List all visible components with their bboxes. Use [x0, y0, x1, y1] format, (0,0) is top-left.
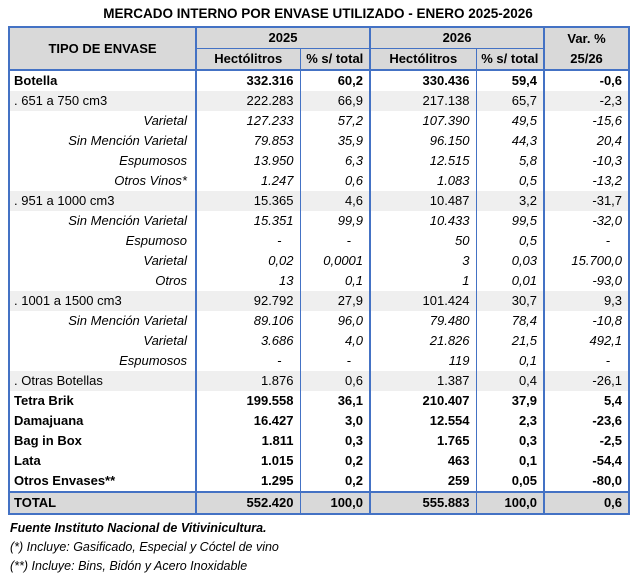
cell-value: 20,4 [544, 131, 629, 151]
table-row [9, 111, 629, 131]
row-label: Botella [14, 73, 58, 88]
row-label: . 951 a 1000 cm3 [9, 191, 196, 211]
cell-value: -2,5 [544, 431, 629, 451]
table-row [9, 471, 629, 492]
table-row [9, 351, 629, 371]
cell-value: 4,6 [300, 191, 370, 211]
cell-value: 99,9 [300, 211, 370, 231]
cell-value: 3.686 [196, 331, 300, 351]
cell-value: 222.283 [196, 91, 300, 111]
cell-value: 107.390 [370, 111, 476, 131]
row-label: Otros Envases** [14, 473, 116, 488]
cell-value: 65,7 [476, 91, 544, 111]
cell-value: -15,6 [544, 111, 629, 131]
table-row [9, 391, 629, 411]
table-header [9, 27, 629, 70]
table-row [9, 211, 629, 231]
table-row [9, 331, 629, 351]
cell-value: 100,0 [300, 492, 370, 514]
cell-value: 217.138 [370, 91, 476, 111]
cell-value: 0,6 [300, 371, 370, 391]
table-row [9, 431, 629, 451]
cell-value: -54,4 [544, 451, 629, 471]
cell-value: 0,5 [476, 171, 544, 191]
cell-value: 1.387 [370, 371, 476, 391]
cell-value: 10.487 [370, 191, 476, 211]
cell-value: 78,4 [476, 311, 544, 331]
cell-value: -13,2 [544, 171, 629, 191]
cell-value: -26,1 [544, 371, 629, 391]
cell-value: 1.876 [196, 371, 300, 391]
table-row [9, 151, 629, 171]
footnote-double-asterisk: (**) Incluye: Bins, Bidón y Acero Inoxidable [10, 559, 248, 573]
cell-value: - [300, 231, 370, 251]
row-label: Espumosos [119, 153, 187, 168]
cell-value: 35,9 [300, 131, 370, 151]
cell-value: 13.950 [196, 151, 300, 171]
table-row [9, 70, 629, 91]
row-label: Varietal [143, 113, 187, 128]
table-row [9, 91, 629, 111]
cell-value: 1.015 [196, 451, 300, 471]
cell-value: 1.811 [196, 431, 300, 451]
cell-value: 0,1 [300, 271, 370, 291]
cell-value: 210.407 [370, 391, 476, 411]
envase-table [8, 26, 630, 515]
row-label: Varietal [143, 253, 187, 268]
cell-value: 492,1 [544, 331, 629, 351]
cell-value: 96,0 [300, 311, 370, 331]
cell-value: 66,9 [300, 91, 370, 111]
cell-value: -23,6 [544, 411, 629, 431]
row-label: Bag in Box [14, 433, 82, 448]
cell-value: 15.351 [196, 211, 300, 231]
cell-value: 0,1 [476, 451, 544, 471]
table-row [9, 271, 629, 291]
cell-value: 332.316 [196, 70, 300, 91]
row-label: . 1001 a 1500 cm3 [9, 291, 196, 311]
footnote-source: Fuente Instituto Nacional de Vitivinicultura. [10, 521, 267, 535]
table-row [9, 251, 629, 271]
cell-value: 0,03 [476, 251, 544, 271]
cell-value: 0,6 [300, 171, 370, 191]
row-label: . Otras Botellas [9, 371, 196, 391]
cell-value: 5,4 [544, 391, 629, 411]
row-label: . 651 a 750 cm3 [9, 91, 196, 111]
table-row [9, 411, 629, 431]
cell-value: 0,2 [300, 451, 370, 471]
cell-value: 2,3 [476, 411, 544, 431]
row-label: Tetra Brik [14, 393, 74, 408]
cell-value: 1 [370, 271, 476, 291]
cell-value: 36,1 [300, 391, 370, 411]
cell-value: 463 [370, 451, 476, 471]
cell-value: 16.427 [196, 411, 300, 431]
cell-value: 1.247 [196, 171, 300, 191]
row-label: Espumosos [119, 353, 187, 368]
cell-value: 119 [370, 351, 476, 371]
cell-value: 3,0 [300, 411, 370, 431]
row-label: TOTAL [9, 492, 196, 514]
cell-value: 96.150 [370, 131, 476, 151]
table-row [9, 171, 629, 191]
col-header-hectolitros-2026: Hectólitros [370, 49, 476, 71]
cell-value: 0,5 [476, 231, 544, 251]
cell-value: 49,5 [476, 111, 544, 131]
cell-value: 0,01 [476, 271, 544, 291]
cell-value: 99,5 [476, 211, 544, 231]
cell-value: 50 [370, 231, 476, 251]
cell-value: 0,05 [476, 471, 544, 492]
header-row-groups [9, 27, 629, 49]
cell-value: 60,2 [300, 70, 370, 91]
cell-value: 44,3 [476, 131, 544, 151]
row-label: Lata [14, 453, 41, 468]
cell-value: 89.106 [196, 311, 300, 331]
row-label: Damajuana [14, 413, 84, 428]
cell-value: 57,2 [300, 111, 370, 131]
cell-value: 127.233 [196, 111, 300, 131]
cell-value: 15.700,0 [544, 251, 629, 271]
cell-value: 3,2 [476, 191, 544, 211]
row-label: Otros Vinos* [114, 173, 187, 188]
cell-value: 0,6 [544, 492, 629, 514]
cell-value: -0,6 [544, 70, 629, 91]
table-row [9, 492, 629, 514]
cell-value: -32,0 [544, 211, 629, 231]
cell-value: 555.883 [370, 492, 476, 514]
cell-value: 13 [196, 271, 300, 291]
row-label: Sin Mención Varietal [68, 213, 187, 228]
col-header-var-pct [544, 27, 629, 70]
cell-value: 100,0 [476, 492, 544, 514]
col-header-pct-2025: % s/ total [300, 49, 370, 71]
cell-value: 30,7 [476, 291, 544, 311]
footnote-asterisk: (*) Incluye: Gasificado, Especial y Cóctel de vino [10, 540, 279, 554]
table-row [9, 311, 629, 331]
cell-value: 0,0001 [300, 251, 370, 271]
cell-value: 3 [370, 251, 476, 271]
col-header-hectolitros-2025: Hectólitros [196, 49, 300, 71]
cell-value: 10.433 [370, 211, 476, 231]
table-body [9, 70, 629, 514]
cell-value: - [196, 231, 300, 251]
table-row [9, 451, 629, 471]
cell-value: 0,3 [300, 431, 370, 451]
cell-value: 37,9 [476, 391, 544, 411]
cell-value: 92.792 [196, 291, 300, 311]
cell-value: 12.515 [370, 151, 476, 171]
table-row [9, 231, 629, 251]
cell-value: -93,0 [544, 271, 629, 291]
row-label: Varietal [143, 333, 187, 348]
cell-value: -10,3 [544, 151, 629, 171]
cell-value: 199.558 [196, 391, 300, 411]
cell-value: 101.424 [370, 291, 476, 311]
cell-value: -31,7 [544, 191, 629, 211]
cell-value: - [196, 351, 300, 371]
col-header-year-2026: 2026 [370, 27, 544, 49]
cell-value: 9,3 [544, 291, 629, 311]
cell-value: 27,9 [300, 291, 370, 311]
var-pct-period: 25/26 [570, 50, 603, 66]
var-pct-label: Var. % [567, 30, 606, 46]
cell-value: 12.554 [370, 411, 476, 431]
report-page [0, 6, 636, 579]
col-header-pct-2026: % s/ total [476, 49, 544, 71]
cell-value: 5,8 [476, 151, 544, 171]
cell-value: 79.480 [370, 311, 476, 331]
row-label: Sin Mención Varietal [68, 313, 187, 328]
cell-value: 1.765 [370, 431, 476, 451]
table-row [9, 191, 629, 211]
table-row [9, 291, 629, 311]
cell-value: 6,3 [300, 151, 370, 171]
cell-value: 21,5 [476, 331, 544, 351]
cell-value: 0,4 [476, 371, 544, 391]
table-row [9, 371, 629, 391]
cell-value: -10,8 [544, 311, 629, 331]
report-title: MERCADO INTERNO POR ENVASE UTILIZADO - ENERO 2025-2026 [103, 6, 533, 21]
cell-value: 0,2 [300, 471, 370, 492]
col-header-year-2025: 2025 [196, 27, 370, 49]
cell-value: - [544, 231, 629, 251]
cell-value: - [300, 351, 370, 371]
cell-value: 59,4 [476, 70, 544, 91]
cell-value: 259 [370, 471, 476, 492]
cell-value: 0,3 [476, 431, 544, 451]
cell-value: 1.295 [196, 471, 300, 492]
row-label: Sin Mención Varietal [68, 133, 187, 148]
cell-value: 0,1 [476, 351, 544, 371]
cell-value: 1.083 [370, 171, 476, 191]
cell-value: 552.420 [196, 492, 300, 514]
table-row [9, 131, 629, 151]
cell-value: - [544, 351, 629, 371]
footnotes [10, 519, 636, 576]
cell-value: 4,0 [300, 331, 370, 351]
col-header-tipo-de-envase: TIPO DE ENVASE [9, 27, 196, 70]
cell-value: -2,3 [544, 91, 629, 111]
cell-value: 21.826 [370, 331, 476, 351]
cell-value: 15.365 [196, 191, 300, 211]
cell-value: 330.436 [370, 70, 476, 91]
row-label: Otros [155, 273, 187, 288]
cell-value: 79.853 [196, 131, 300, 151]
cell-value: -80,0 [544, 471, 629, 492]
cell-value: 0,02 [196, 251, 300, 271]
row-label: Espumoso [125, 233, 187, 248]
